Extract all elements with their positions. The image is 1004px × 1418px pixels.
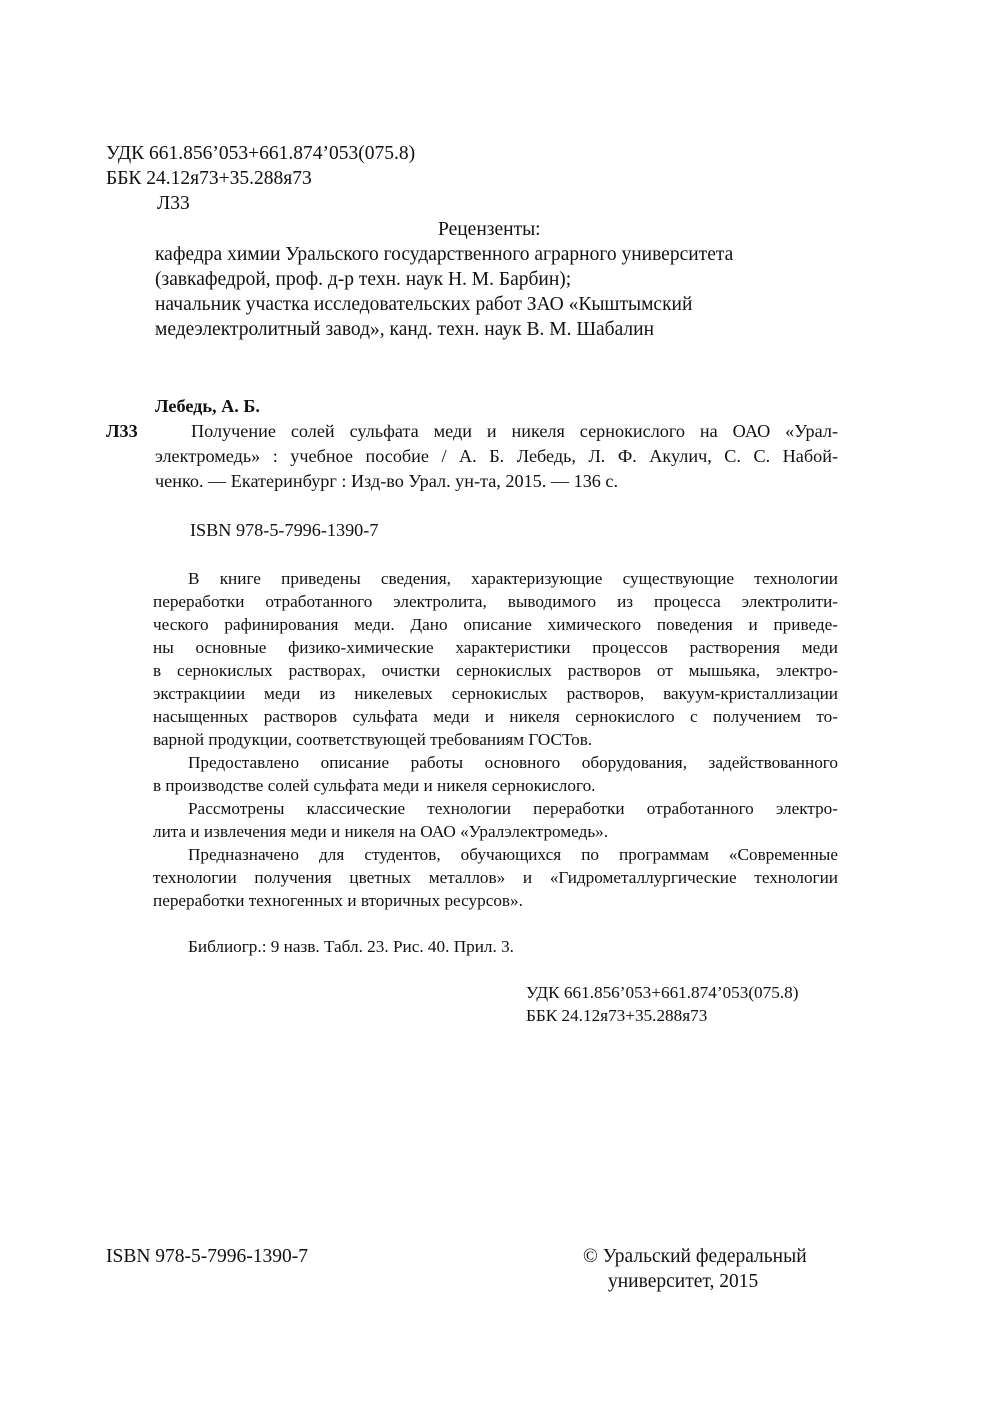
udk-code-bottom: УДК 661.856’053+661.874’053(075.8) <box>526 983 799 1002</box>
abstract-line: В книге приведены сведения, характеризующие существующие технологии <box>188 569 838 588</box>
description-line: Получение солей сульфата меди и никеля сернокислого на ОАО «Урал- <box>191 421 838 441</box>
abstract-line: технологии получения цветных металлов» и «Гидрометаллургические технологии <box>153 868 838 887</box>
abstract-line: ны основные физико-химические характеристики процессов растворения меди <box>153 638 838 657</box>
reviewer-line: начальник участка исследовательских работ ЗАО «Кыштымский <box>155 294 693 315</box>
description-line: ченко. — Екатеринбург : Изд-во Урал. ун-та, 2015. — 136 с. <box>155 471 619 491</box>
bbk-code-bottom: ББК 24.12я73+35.288я73 <box>526 1006 708 1025</box>
reviewer-line: кафедра химии Уральского государственного аграрного университета <box>155 244 734 265</box>
reviewer-line: (завкафедрой, проф. д-р техн. наук Н. М. Барбин); <box>155 269 572 290</box>
abstract-line: насыщенных растворов сульфата меди и никеля сернокислого с получением то- <box>153 707 838 726</box>
abstract-line: варной продукции, соответствующей требованиям ГОСТов. <box>153 730 593 749</box>
author-mark: Л33 <box>157 193 190 214</box>
abstract-line: Предоставлено описание работы основного оборудования, задействованного <box>188 753 838 772</box>
abstract-line: переработки техногенных и вторичных ресурсов». <box>153 891 523 910</box>
abstract-line: в сернокислых растворах, очистки сернокислых растворов от мышьяка, электро- <box>153 661 838 680</box>
bibliography-note: Библиогр.: 9 назв. Табл. 23. Рис. 40. Прил. 3. <box>188 937 514 956</box>
catalog-mark: Л33 <box>106 421 138 441</box>
abstract-line: Предназначено для студентов, обучающихся по программам «Современные <box>188 845 838 864</box>
reviewers-heading: Рецензенты: <box>438 219 541 240</box>
reviewer-line: медеэлектролитный завод», канд. техн. наук В. М. Шабалин <box>155 319 655 340</box>
abstract-line: переработки отработанного электролита, выводимого из процесса электролити- <box>153 592 838 611</box>
udk-code: УДК 661.856’053+661.874’053(075.8) <box>106 143 416 164</box>
abstract-line: Рассмотрены классические технологии переработки отработанного электро- <box>188 799 838 818</box>
copyright-line: © Уральский федеральный <box>583 1246 807 1267</box>
copyright-line: университет, 2015 <box>608 1271 759 1292</box>
description-line: электромедь» : учебное пособие / А. Б. Лебедь, Л. Ф. Акулич, С. С. Набой- <box>155 446 838 466</box>
abstract-line: экстракциии меди из никелевых сернокислых растворов, вакуум-кристаллизации <box>153 684 838 703</box>
card-isbn: ISBN 978-5-7996-1390-7 <box>190 520 379 540</box>
bbk-code: ББК 24.12я73+35.288я73 <box>106 168 312 189</box>
abstract-line: ческого рафинирования меди. Дано описание химического поведения и приведе- <box>153 615 838 634</box>
abstract-line: в производстве солей сульфата меди и никеля сернокислого. <box>153 776 596 795</box>
footer-isbn: ISBN 978-5-7996-1390-7 <box>106 1246 309 1267</box>
abstract-line: лита и извлечения меди и никеля на ОАО «Уралэлектромедь». <box>153 822 609 841</box>
author-heading: Лебедь, А. Б. <box>155 396 260 416</box>
